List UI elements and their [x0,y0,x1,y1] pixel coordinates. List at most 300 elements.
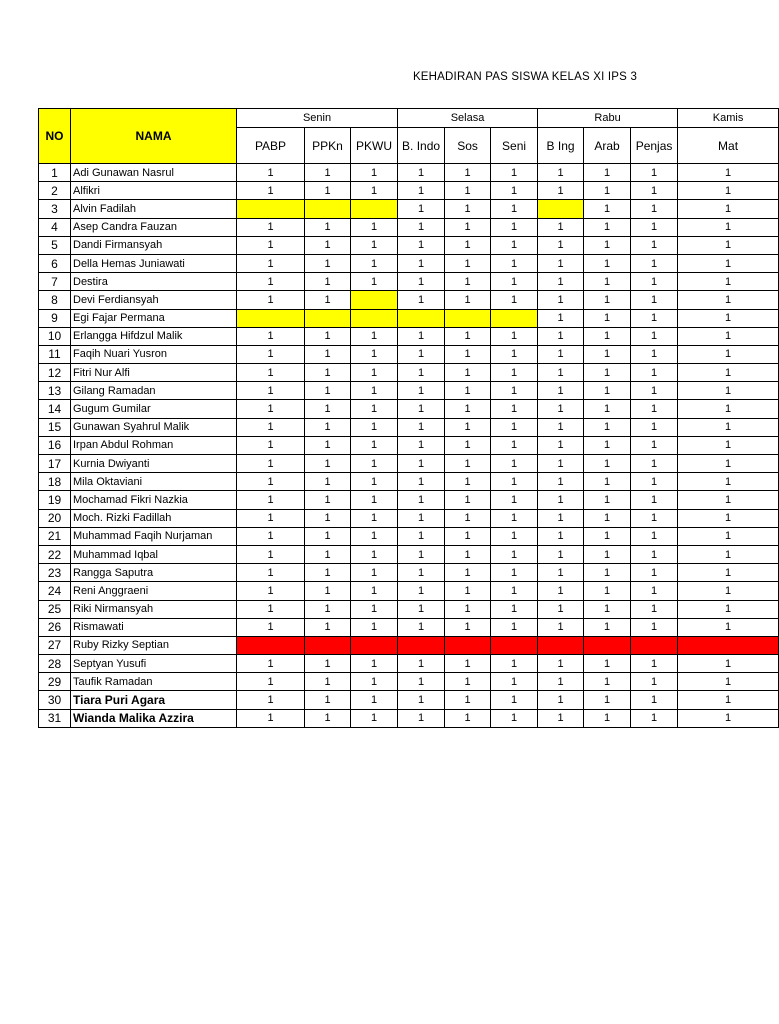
attendance-cell: 1 [351,436,398,454]
table-row [39,345,779,363]
attendance-cell: 1 [631,418,678,436]
student-name: Muhammad Faqih Nurjaman [71,527,237,545]
row-number: 17 [39,455,71,473]
header-no: NO [39,109,71,164]
attendance-cell: 1 [305,182,351,200]
attendance-cell: 1 [631,582,678,600]
attendance-cell: 1 [445,382,491,400]
attendance-cell: 1 [398,673,445,691]
attendance-cell: 1 [631,327,678,345]
attendance-cell: 1 [538,473,584,491]
row-number: 16 [39,436,71,454]
attendance-cell: 1 [491,691,538,709]
attendance-cell: 1 [445,236,491,254]
header-nama: NAMA [71,109,237,164]
attendance-cell: 1 [398,218,445,236]
attendance-cell: 1 [445,291,491,309]
student-name: Gilang Ramadan [71,382,237,400]
attendance-cell: 1 [305,527,351,545]
attendance-cell: 1 [678,200,779,218]
attendance-cell [351,291,398,309]
table-row [39,655,779,673]
attendance-cell: 1 [237,582,305,600]
attendance-cell: 1 [237,564,305,582]
attendance-cell: 1 [538,254,584,272]
attendance-cell: 1 [445,364,491,382]
attendance-table-viewport [38,108,744,733]
student-name: Asep Candra Fauzan [71,218,237,236]
student-name: Rangga Saputra [71,564,237,582]
attendance-cell [538,636,584,654]
student-name: Della Hemas Juniawati [71,254,237,272]
attendance-cell: 1 [398,164,445,182]
attendance-cell: 1 [398,509,445,527]
attendance-cell: 1 [351,164,398,182]
attendance-cell: 1 [305,291,351,309]
attendance-cell [445,636,491,654]
table-row [39,491,779,509]
attendance-cell: 1 [491,545,538,563]
attendance-cell: 1 [398,709,445,727]
attendance-cell [305,309,351,327]
attendance-cell: 1 [631,509,678,527]
attendance-cell: 1 [237,436,305,454]
attendance-cell: 1 [237,418,305,436]
attendance-cell [445,309,491,327]
attendance-cell: 1 [445,618,491,636]
attendance-cell: 1 [491,600,538,618]
attendance-cell: 1 [678,491,779,509]
attendance-cell: 1 [237,491,305,509]
attendance-cell: 1 [237,345,305,363]
attendance-cell: 1 [305,545,351,563]
row-number: 14 [39,400,71,418]
table-row [39,455,779,473]
table-row [39,182,779,200]
row-number: 5 [39,236,71,254]
attendance-cell: 1 [631,364,678,382]
attendance-cell: 1 [398,364,445,382]
table-row [39,636,779,654]
attendance-cell [398,309,445,327]
row-number: 31 [39,709,71,727]
attendance-cell: 1 [398,618,445,636]
attendance-cell: 1 [445,418,491,436]
attendance-cell: 1 [351,709,398,727]
attendance-cell: 1 [678,273,779,291]
attendance-cell: 1 [584,218,631,236]
attendance-cell: 1 [678,236,779,254]
attendance-cell: 1 [305,418,351,436]
attendance-cell: 1 [678,327,779,345]
attendance-cell: 1 [305,673,351,691]
student-name: Adi Gunawan Nasrul [71,164,237,182]
attendance-cell: 1 [678,473,779,491]
attendance-cell: 1 [305,509,351,527]
subject-header: PPKn [305,128,351,164]
attendance-cell: 1 [678,509,779,527]
attendance-cell: 1 [631,600,678,618]
attendance-cell: 1 [678,564,779,582]
attendance-cell: 1 [445,436,491,454]
attendance-cell: 1 [305,600,351,618]
attendance-cell: 1 [398,655,445,673]
attendance-cell: 1 [538,364,584,382]
table-row [39,436,779,454]
table-row [39,273,779,291]
attendance-cell: 1 [584,491,631,509]
attendance-cell: 1 [584,364,631,382]
attendance-cell: 1 [398,473,445,491]
attendance-cell: 1 [631,491,678,509]
attendance-cell: 1 [351,509,398,527]
attendance-cell: 1 [491,382,538,400]
attendance-cell: 1 [678,345,779,363]
attendance-cell: 1 [538,509,584,527]
attendance-cell: 1 [305,218,351,236]
attendance-cell: 1 [491,182,538,200]
attendance-cell: 1 [584,182,631,200]
attendance-cell: 1 [491,291,538,309]
attendance-table [38,108,779,728]
attendance-cell: 1 [491,218,538,236]
attendance-cell: 1 [237,382,305,400]
row-number: 30 [39,691,71,709]
attendance-cell: 1 [538,673,584,691]
attendance-cell: 1 [491,254,538,272]
attendance-cell: 1 [631,182,678,200]
subject-header: Arab [584,128,631,164]
attendance-cell: 1 [237,400,305,418]
attendance-cell: 1 [351,382,398,400]
attendance-cell: 1 [445,218,491,236]
student-name: Moch. Rizki Fadillah [71,509,237,527]
attendance-cell: 1 [305,364,351,382]
attendance-cell: 1 [491,455,538,473]
attendance-cell: 1 [678,254,779,272]
attendance-cell: 1 [631,691,678,709]
row-number: 19 [39,491,71,509]
attendance-cell: 1 [351,455,398,473]
student-name: Gugum Gumilar [71,400,237,418]
attendance-cell: 1 [445,509,491,527]
table-row [39,527,779,545]
attendance-cell: 1 [445,400,491,418]
table-row [39,364,779,382]
table-row [39,618,779,636]
subject-header: PABP [237,128,305,164]
attendance-cell: 1 [398,200,445,218]
attendance-cell: 1 [538,655,584,673]
subject-header: B. Indo [398,128,445,164]
attendance-cell: 1 [351,182,398,200]
student-name: Muhammad Iqbal [71,545,237,563]
attendance-cell: 1 [538,345,584,363]
attendance-cell: 1 [584,509,631,527]
subject-header: Mat [678,128,779,164]
attendance-cell: 1 [678,436,779,454]
table-row [39,254,779,272]
attendance-cell: 1 [584,564,631,582]
table-row [39,164,779,182]
attendance-cell: 1 [351,473,398,491]
attendance-cell: 1 [491,273,538,291]
attendance-cell: 1 [237,182,305,200]
student-name: Riki Nirmansyah [71,600,237,618]
attendance-cell: 1 [445,655,491,673]
attendance-cell: 1 [584,236,631,254]
student-name: Mila Oktaviani [71,473,237,491]
attendance-cell: 1 [678,618,779,636]
row-number: 18 [39,473,71,491]
attendance-cell: 1 [351,218,398,236]
attendance-cell: 1 [631,618,678,636]
attendance-cell: 1 [445,200,491,218]
attendance-cell: 1 [237,655,305,673]
student-name: Wianda Malika Azzira [71,709,237,727]
attendance-cell: 1 [538,327,584,345]
attendance-cell [237,309,305,327]
attendance-cell: 1 [351,273,398,291]
attendance-cell: 1 [584,418,631,436]
attendance-cell: 1 [631,291,678,309]
attendance-cell: 1 [584,164,631,182]
day-header-kamis: Kamis [678,109,779,128]
attendance-cell: 1 [398,600,445,618]
attendance-cell: 1 [678,655,779,673]
attendance-cell: 1 [351,527,398,545]
attendance-cell: 1 [678,400,779,418]
attendance-cell: 1 [584,473,631,491]
attendance-cell: 1 [678,382,779,400]
attendance-cell: 1 [678,182,779,200]
row-number: 28 [39,655,71,673]
attendance-cell: 1 [305,691,351,709]
row-number: 20 [39,509,71,527]
attendance-cell: 1 [445,527,491,545]
attendance-cell: 1 [351,491,398,509]
attendance-cell: 1 [678,545,779,563]
row-number: 23 [39,564,71,582]
attendance-cell: 1 [584,382,631,400]
attendance-cell: 1 [678,218,779,236]
attendance-cell: 1 [584,600,631,618]
attendance-cell: 1 [445,582,491,600]
table-row [39,545,779,563]
attendance-cell: 1 [538,491,584,509]
student-name: Devi Ferdiansyah [71,291,237,309]
attendance-cell: 1 [631,400,678,418]
attendance-cell: 1 [584,582,631,600]
student-name: Gunawan Syahrul Malik [71,418,237,436]
attendance-cell: 1 [305,164,351,182]
attendance-cell: 1 [678,418,779,436]
attendance-cell: 1 [398,564,445,582]
attendance-cell: 1 [445,673,491,691]
student-name: Fitri Nur Alfi [71,364,237,382]
table-row [39,309,779,327]
attendance-cell: 1 [491,527,538,545]
row-number: 9 [39,309,71,327]
attendance-cell: 1 [491,582,538,600]
attendance-cell: 1 [538,455,584,473]
attendance-cell: 1 [305,709,351,727]
attendance-cell: 1 [491,236,538,254]
attendance-cell: 1 [305,345,351,363]
attendance-cell [491,309,538,327]
attendance-cell: 1 [305,582,351,600]
attendance-cell: 1 [538,600,584,618]
attendance-cell: 1 [305,473,351,491]
attendance-cell: 1 [631,709,678,727]
row-number: 8 [39,291,71,309]
student-name: Egi Fajar Permana [71,309,237,327]
attendance-cell: 1 [305,254,351,272]
attendance-cell: 1 [491,473,538,491]
attendance-cell: 1 [237,273,305,291]
attendance-cell: 1 [237,364,305,382]
attendance-cell [305,636,351,654]
attendance-cell: 1 [445,254,491,272]
attendance-cell: 1 [398,491,445,509]
attendance-rows [39,164,779,728]
row-number: 15 [39,418,71,436]
attendance-cell: 1 [351,236,398,254]
attendance-cell: 1 [584,200,631,218]
attendance-cell: 1 [584,273,631,291]
attendance-cell: 1 [538,564,584,582]
attendance-cell: 1 [445,345,491,363]
attendance-cell: 1 [538,691,584,709]
row-number: 25 [39,600,71,618]
attendance-cell: 1 [398,273,445,291]
attendance-cell: 1 [305,236,351,254]
attendance-cell: 1 [491,345,538,363]
attendance-cell: 1 [631,527,678,545]
attendance-cell [398,636,445,654]
day-header-rabu: Rabu [538,109,678,128]
attendance-cell: 1 [398,691,445,709]
attendance-cell: 1 [445,545,491,563]
attendance-cell: 1 [584,709,631,727]
attendance-cell: 1 [678,527,779,545]
attendance-cell: 1 [538,382,584,400]
attendance-cell: 1 [631,236,678,254]
attendance-cell: 1 [491,509,538,527]
attendance-cell [237,636,305,654]
attendance-cell: 1 [237,218,305,236]
attendance-cell: 1 [491,491,538,509]
table-row [39,236,779,254]
attendance-cell [538,200,584,218]
attendance-cell: 1 [631,455,678,473]
attendance-cell: 1 [445,455,491,473]
attendance-cell: 1 [237,236,305,254]
attendance-cell: 1 [445,164,491,182]
attendance-cell: 1 [351,673,398,691]
attendance-cell: 1 [305,655,351,673]
attendance-cell: 1 [351,564,398,582]
attendance-cell: 1 [351,545,398,563]
attendance-cell: 1 [631,164,678,182]
attendance-cell: 1 [584,673,631,691]
attendance-cell: 1 [398,527,445,545]
attendance-cell: 1 [631,200,678,218]
attendance-cell: 1 [445,491,491,509]
subject-header: Sos [445,128,491,164]
attendance-cell: 1 [445,182,491,200]
row-number: 10 [39,327,71,345]
attendance-cell: 1 [351,418,398,436]
attendance-cell: 1 [631,254,678,272]
table-row [39,564,779,582]
attendance-cell: 1 [584,291,631,309]
attendance-cell: 1 [631,545,678,563]
attendance-cell: 1 [351,618,398,636]
attendance-cell: 1 [491,436,538,454]
student-name: Taufik Ramadan [71,673,237,691]
row-number: 11 [39,345,71,363]
attendance-cell: 1 [491,418,538,436]
attendance-cell: 1 [538,273,584,291]
attendance-cell: 1 [445,327,491,345]
attendance-cell: 1 [351,691,398,709]
attendance-cell: 1 [584,436,631,454]
subject-header: B Ing [538,128,584,164]
attendance-cell: 1 [305,618,351,636]
attendance-cell: 1 [538,400,584,418]
attendance-cell: 1 [398,436,445,454]
attendance-cell: 1 [237,673,305,691]
attendance-cell: 1 [631,382,678,400]
student-name: Ruby Rizky Septian [71,636,237,654]
attendance-cell: 1 [445,273,491,291]
attendance-cell: 1 [678,455,779,473]
attendance-cell: 1 [584,545,631,563]
attendance-cell: 1 [491,364,538,382]
attendance-cell: 1 [678,364,779,382]
student-name: Rismawati [71,618,237,636]
attendance-cell: 1 [305,382,351,400]
row-number: 29 [39,673,71,691]
table-row [39,673,779,691]
attendance-cell: 1 [584,309,631,327]
student-name: Dandi Firmansyah [71,236,237,254]
attendance-cell: 1 [351,655,398,673]
attendance-cell: 1 [398,254,445,272]
attendance-cell: 1 [445,564,491,582]
attendance-cell: 1 [631,673,678,691]
attendance-cell [584,636,631,654]
attendance-cell: 1 [631,309,678,327]
attendance-cell: 1 [678,582,779,600]
attendance-cell [305,200,351,218]
attendance-cell: 1 [584,691,631,709]
attendance-cell: 1 [237,691,305,709]
attendance-cell: 1 [398,182,445,200]
attendance-cell: 1 [351,345,398,363]
student-name: Mochamad Fikri Nazkia [71,491,237,509]
table-row [39,473,779,491]
day-header-selasa: Selasa [398,109,538,128]
attendance-cell [631,636,678,654]
attendance-cell: 1 [631,473,678,491]
day-header-senin: Senin [237,109,398,128]
attendance-cell: 1 [305,455,351,473]
attendance-cell: 1 [237,509,305,527]
student-name: Tiara Puri Agara [71,691,237,709]
table-row [39,600,779,618]
